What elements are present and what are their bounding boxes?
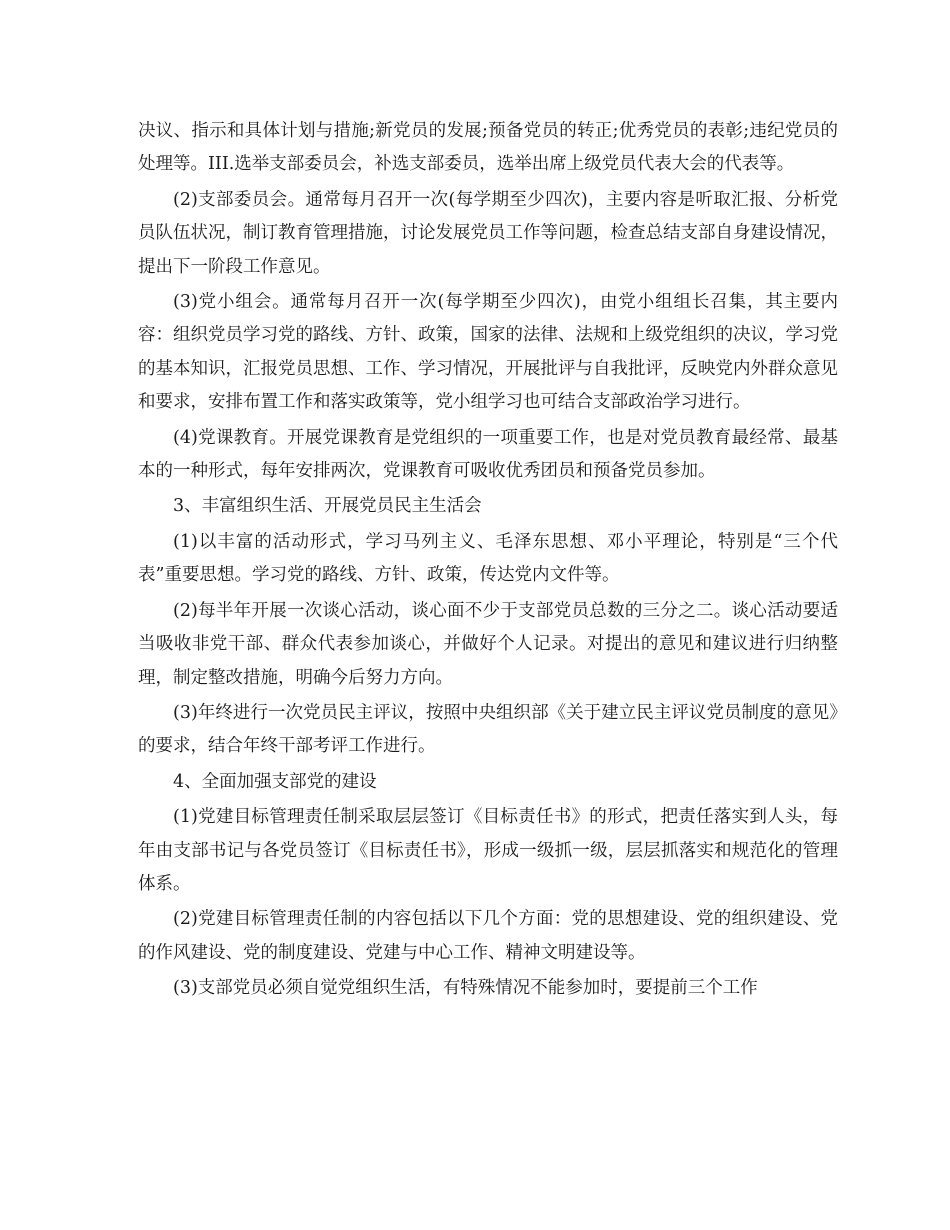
paragraph: 决议、指示和具体计划与措施;新党员的发展;预备党员的转正;优秀党员的表彰;违纪党员的处理等。III.选举支部委员会，补选支部委员，选举出席上级党员代表大会的代表等。 xyxy=(138,121,838,175)
paragraph: (3)年终进行一次党员民主评议，按照中央组织部《关于建立民主评议党员制度的意见》的要求，结合年终干部考评工作进行。 xyxy=(138,702,838,757)
paragraph: (3)支部党员必须自觉党组织生活，有特殊情况不能参加时，要提前三个工作 xyxy=(173,978,758,999)
paragraph: (2)党建目标管理责任制的内容包括以下几个方面：党的思想建设、党的组织建设、党的作风建设、党的制度建设、党建与中心工作、精神文明建设等。 xyxy=(138,909,838,963)
paragraph: (2)每半年开展一次谈心活动，谈心面不少于支部党员总数的三分之二。谈心活动要适当吸收非党干部、群众代表参加谈心，并做好个人记录。对提出的意见和建议进行归纳整理，制定整改措施，明确今后努力方向。 xyxy=(138,600,838,688)
paragraph: (1)党建目标管理责任制采取层层签订《目标责任书》的形式，把责任落实到人头，每年由支部书记与各党员签订《目标责任书》，形成一级抓一级，层层抓落实和规范化的管理体系。 xyxy=(138,807,838,894)
section-heading: 3、丰富组织生活、开展党员民主生活会 xyxy=(173,496,482,517)
paragraph: (1)以丰富的活动形式，学习马列主义、毛泽东思想、邓小平理论，特别是“三个代表”重要思想。学习党的路线、方针、政策，传达党内文件等。 xyxy=(138,531,838,586)
section-heading: 4、全面加强支部党的建设 xyxy=(173,771,377,792)
paragraph: (4)党课教育。开展党课教育是党组织的一项重要工作，也是对党员教育最经常、最基本的一种形式，每年安排两次，党课教育可吸收优秀团员和预备党员参加。 xyxy=(138,427,838,482)
paragraph: (2)支部委员会。通常每月召开一次(每学期至少四次)，主要内容是听取汇报、分析党员队伍状况，制订教育管理措施，讨论发展党员工作等问题，检查总结支部自身建设情况，提出下一阶段工作意见。 xyxy=(138,189,838,277)
paragraph: (3)党小组会。通常每月召开一次(每学期至少四次)，由党小组组长召集，其主要内容：组织党员学习党的路线、方针、政策，国家的法律、法规和上级党组织的决议，学习党的基本知识，汇报党员思想、工作、学习情况，开展批评与自我批评，反映党内外群众意见和要求，安排布置工作和落实政策等，党小组学习也可结合支部政治学习进行。 xyxy=(138,292,838,413)
document-body xyxy=(138,115,838,1008)
